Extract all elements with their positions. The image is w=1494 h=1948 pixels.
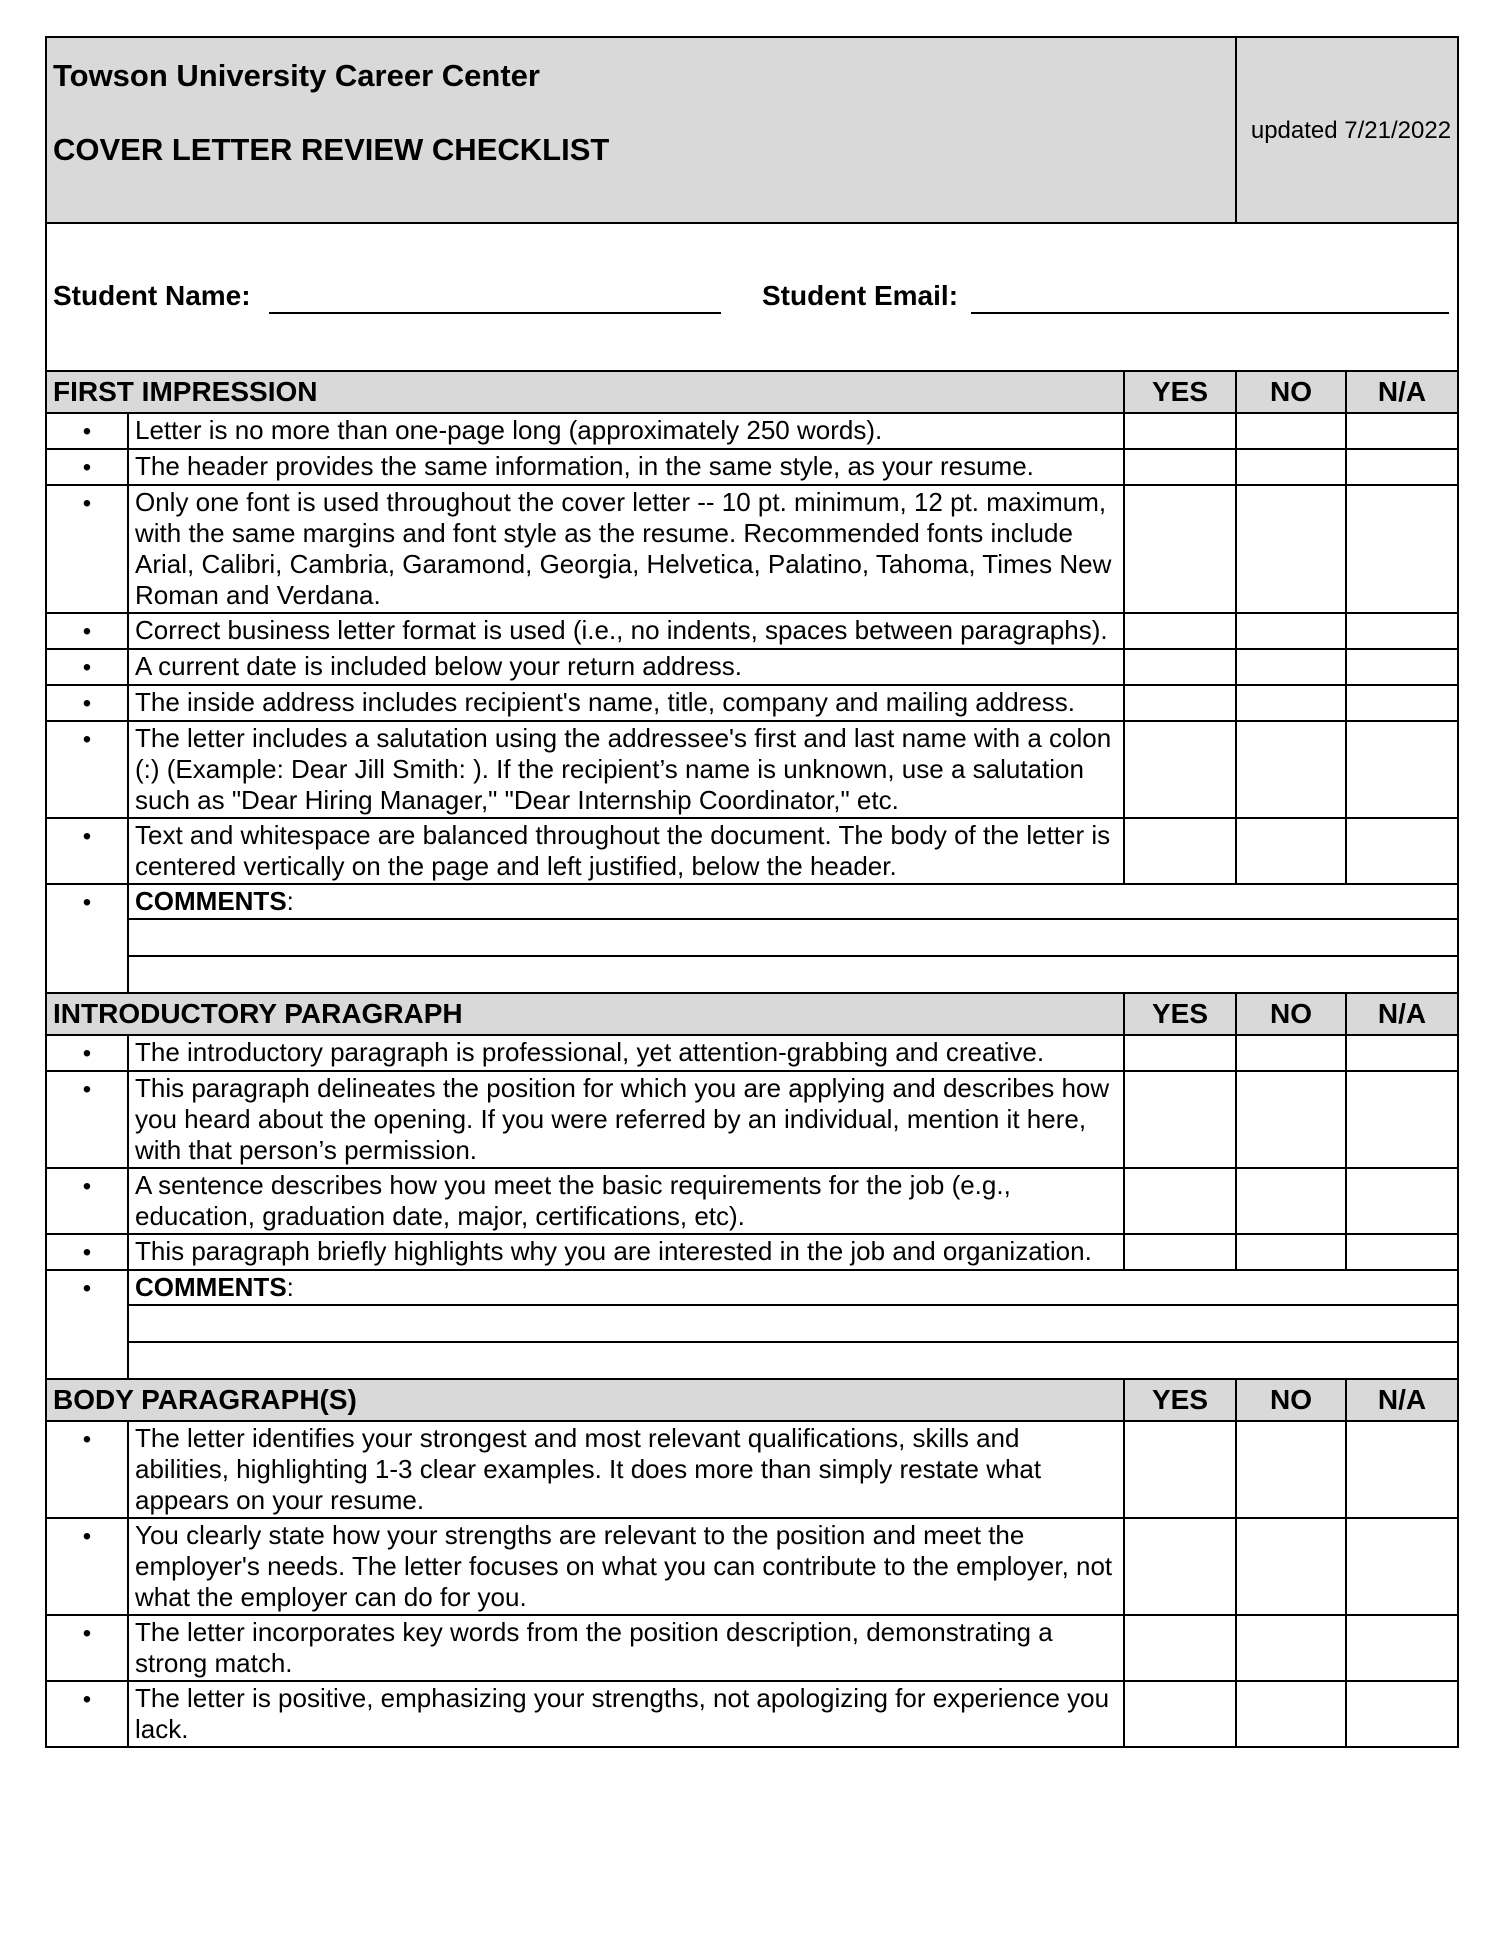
item-text: The letter incorporates key words from the position description, demonstrating a strong match. (128, 1615, 1124, 1681)
no-checkbox-cell[interactable] (1236, 413, 1346, 449)
na-checkbox-cell[interactable] (1346, 1234, 1458, 1270)
no-checkbox-cell[interactable] (1236, 449, 1346, 485)
item-text: Correct business letter format is used (i.e., no indents, spaces between paragraphs). (128, 613, 1124, 649)
na-checkbox-cell[interactable] (1346, 1168, 1458, 1234)
bullet: • (46, 1615, 128, 1681)
item-text: This paragraph briefly highlights why you are interested in the job and organization. (128, 1234, 1124, 1270)
yes-checkbox-cell[interactable] (1124, 485, 1236, 613)
bullet: • (46, 721, 128, 818)
bullet: • (46, 685, 128, 721)
bullet: • (46, 1270, 128, 1305)
checklist-item (46, 1234, 1458, 1270)
comments-line (46, 1342, 1458, 1379)
checklist-table (45, 36, 1459, 1748)
bullet: • (46, 413, 128, 449)
no-checkbox-cell[interactable] (1236, 1681, 1346, 1747)
section-header-first-impression (46, 371, 1458, 413)
yes-checkbox-cell[interactable] (1124, 1518, 1236, 1615)
no-checkbox-cell[interactable] (1236, 1234, 1346, 1270)
na-checkbox-cell[interactable] (1346, 685, 1458, 721)
item-text: Only one font is used throughout the cover letter -- 10 pt. minimum, 12 pt. maximum, with the same margins and font style as the resume. Recommended fonts include Arial, Calibri, Cambria, Garamond, Georgia, Helvetica, Palatino, Tahoma, Times New Roman and Verdana. (128, 485, 1124, 613)
yes-checkbox-cell[interactable] (1124, 1681, 1236, 1747)
yes-checkbox-cell[interactable] (1124, 1071, 1236, 1168)
yes-checkbox-cell[interactable] (1124, 449, 1236, 485)
na-checkbox-cell[interactable] (1346, 413, 1458, 449)
na-checkbox-cell[interactable] (1346, 1518, 1458, 1615)
yes-checkbox-cell[interactable] (1124, 818, 1236, 884)
item-text: This paragraph delineates the position for which you are applying and describes how you heard about the opening. If you were referred by an individual, mention it here, with that person’s permission. (128, 1071, 1124, 1168)
na-checkbox-cell[interactable] (1346, 1681, 1458, 1747)
comments-input-line[interactable] (128, 919, 1458, 956)
na-checkbox-cell[interactable] (1346, 721, 1458, 818)
checklist-item (46, 1681, 1458, 1747)
no-checkbox-cell[interactable] (1236, 649, 1346, 685)
checklist-item (46, 1421, 1458, 1518)
no-checkbox-cell[interactable] (1236, 1035, 1346, 1071)
comments-label: COMMENTS (135, 1272, 287, 1302)
section-title: BODY PARAGRAPH(S) (46, 1379, 1124, 1421)
checklist-item (46, 485, 1458, 613)
section-title: INTRODUCTORY PARAGRAPH (46, 993, 1124, 1035)
item-text: The letter is positive, emphasizing your strengths, not apologizing for experience you lack. (128, 1681, 1124, 1747)
checklist-item (46, 1168, 1458, 1234)
bullet: • (46, 449, 128, 485)
checklist-item (46, 1615, 1458, 1681)
yes-column-header: YES (1124, 993, 1236, 1035)
yes-column-header: YES (1124, 371, 1236, 413)
checklist-sheet (45, 36, 1457, 1748)
yes-checkbox-cell[interactable] (1124, 721, 1236, 818)
page-title: COVER LETTER REVIEW CHECKLIST (53, 132, 610, 167)
checklist-item (46, 1518, 1458, 1615)
comments-row (46, 884, 1458, 919)
yes-checkbox-cell[interactable] (1124, 649, 1236, 685)
no-checkbox-cell[interactable] (1236, 1615, 1346, 1681)
bullet: • (46, 485, 128, 613)
item-text: A current date is included below your return address. (128, 649, 1124, 685)
section-header-introductory-paragraph (46, 993, 1458, 1035)
checklist-item (46, 685, 1458, 721)
org-name: Towson University Career Center (53, 58, 540, 93)
bullet: • (46, 1168, 128, 1234)
student-name-label: Student Name: (53, 280, 251, 311)
na-column-header: N/A (1346, 993, 1458, 1035)
na-checkbox-cell[interactable] (1346, 613, 1458, 649)
comments-line (46, 919, 1458, 956)
bullet: • (46, 1234, 128, 1270)
no-checkbox-cell[interactable] (1236, 1071, 1346, 1168)
na-column-header: N/A (1346, 371, 1458, 413)
yes-column-header: YES (1124, 1379, 1236, 1421)
na-checkbox-cell[interactable] (1346, 1615, 1458, 1681)
yes-checkbox-cell[interactable] (1124, 685, 1236, 721)
no-checkbox-cell[interactable] (1236, 1421, 1346, 1518)
section-title: FIRST IMPRESSION (46, 371, 1124, 413)
no-column-header: NO (1236, 993, 1346, 1035)
comments-input-line[interactable] (128, 1305, 1458, 1342)
no-checkbox-cell[interactable] (1236, 685, 1346, 721)
bullet: • (46, 1681, 128, 1747)
no-column-header: NO (1236, 371, 1346, 413)
checklist-item (46, 449, 1458, 485)
yes-checkbox-cell[interactable] (1124, 613, 1236, 649)
na-column-header: N/A (1346, 1379, 1458, 1421)
comments-line (46, 1305, 1458, 1342)
comments-label-cell: COMMENTS: (128, 884, 1458, 919)
na-checkbox-cell[interactable] (1346, 1071, 1458, 1168)
na-checkbox-cell[interactable] (1346, 649, 1458, 685)
no-checkbox-cell[interactable] (1236, 485, 1346, 613)
item-text: A sentence describes how you meet the basic requirements for the job (e.g., education, graduation date, major, certifications, etc). (128, 1168, 1124, 1234)
comments-line (46, 956, 1458, 993)
no-checkbox-cell[interactable] (1236, 721, 1346, 818)
yes-checkbox-cell[interactable] (1124, 1168, 1236, 1234)
header-title-cell (46, 37, 1236, 223)
no-checkbox-cell[interactable] (1236, 613, 1346, 649)
na-checkbox-cell[interactable] (1346, 485, 1458, 613)
yes-checkbox-cell[interactable] (1124, 1234, 1236, 1270)
yes-checkbox-cell[interactable] (1124, 413, 1236, 449)
student-email-field[interactable] (971, 312, 1449, 314)
no-checkbox-cell[interactable] (1236, 1168, 1346, 1234)
na-checkbox-cell[interactable] (1346, 818, 1458, 884)
student-info-row (46, 223, 1458, 371)
bullet: • (46, 1071, 128, 1168)
bullet: • (46, 613, 128, 649)
bullet: • (46, 1421, 128, 1518)
checklist-item (46, 613, 1458, 649)
comments-row (46, 1270, 1458, 1305)
item-text: The header provides the same information, in the same style, as your resume. (128, 449, 1124, 485)
bullet: • (46, 1518, 128, 1615)
no-column-header: NO (1236, 1379, 1346, 1421)
checklist-item (46, 413, 1458, 449)
item-text: The inside address includes recipient's name, title, company and mailing address. (128, 685, 1124, 721)
student-email-label: Student Email: (762, 280, 959, 311)
item-text: You clearly state how your strengths are relevant to the position and meet the employer's needs. The letter focuses on what you can contribute to the employer, not what the employer can do for you. (128, 1518, 1124, 1615)
header-row (46, 37, 1458, 223)
checklist-item (46, 1035, 1458, 1071)
student-info-cell (46, 223, 1458, 371)
yes-checkbox-cell[interactable] (1124, 1035, 1236, 1071)
yes-checkbox-cell[interactable] (1124, 1615, 1236, 1681)
comments-input-line[interactable] (128, 1342, 1458, 1379)
bullet: • (46, 1035, 128, 1071)
na-checkbox-cell[interactable] (1346, 449, 1458, 485)
comments-label-cell: COMMENTS: (128, 1270, 1458, 1305)
bullet: • (46, 649, 128, 685)
checklist-item (46, 649, 1458, 685)
yes-checkbox-cell[interactable] (1124, 1421, 1236, 1518)
checklist-item (46, 818, 1458, 884)
updated-date: updated 7/21/2022 (1236, 37, 1458, 223)
comments-label: COMMENTS (135, 886, 287, 916)
na-checkbox-cell[interactable] (1346, 1035, 1458, 1071)
no-checkbox-cell[interactable] (1236, 818, 1346, 884)
item-text: Text and whitespace are balanced throughout the document. The body of the letter is centered vertically on the page and left justified, below the header. (128, 818, 1124, 884)
checklist-item (46, 1071, 1458, 1168)
item-text: The letter includes a salutation using the addressee's first and last name with a colon (:) (Example: Dear Jill Smith: ). If the recipient’s name is unknown, use a salutation such as "Dear Hiring Manager," "Dear Internship Coordinator," etc. (128, 721, 1124, 818)
item-text: Letter is no more than one-page long (approximately 250 words). (128, 413, 1124, 449)
item-text: The introductory paragraph is professional, yet attention-grabbing and creative. (128, 1035, 1124, 1071)
comments-input-line[interactable] (128, 956, 1458, 993)
student-name-field[interactable] (269, 312, 721, 314)
na-checkbox-cell[interactable] (1346, 1421, 1458, 1518)
item-text: The letter identifies your strongest and most relevant qualifications, skills and abilities, highlighting 1-3 clear examples. It does more than simply restate what appears on your resume. (128, 1421, 1124, 1518)
bullet: • (46, 884, 128, 919)
no-checkbox-cell[interactable] (1236, 1518, 1346, 1615)
section-header-body-paragraphs (46, 1379, 1458, 1421)
checklist-item (46, 721, 1458, 818)
bullet: • (46, 818, 128, 884)
